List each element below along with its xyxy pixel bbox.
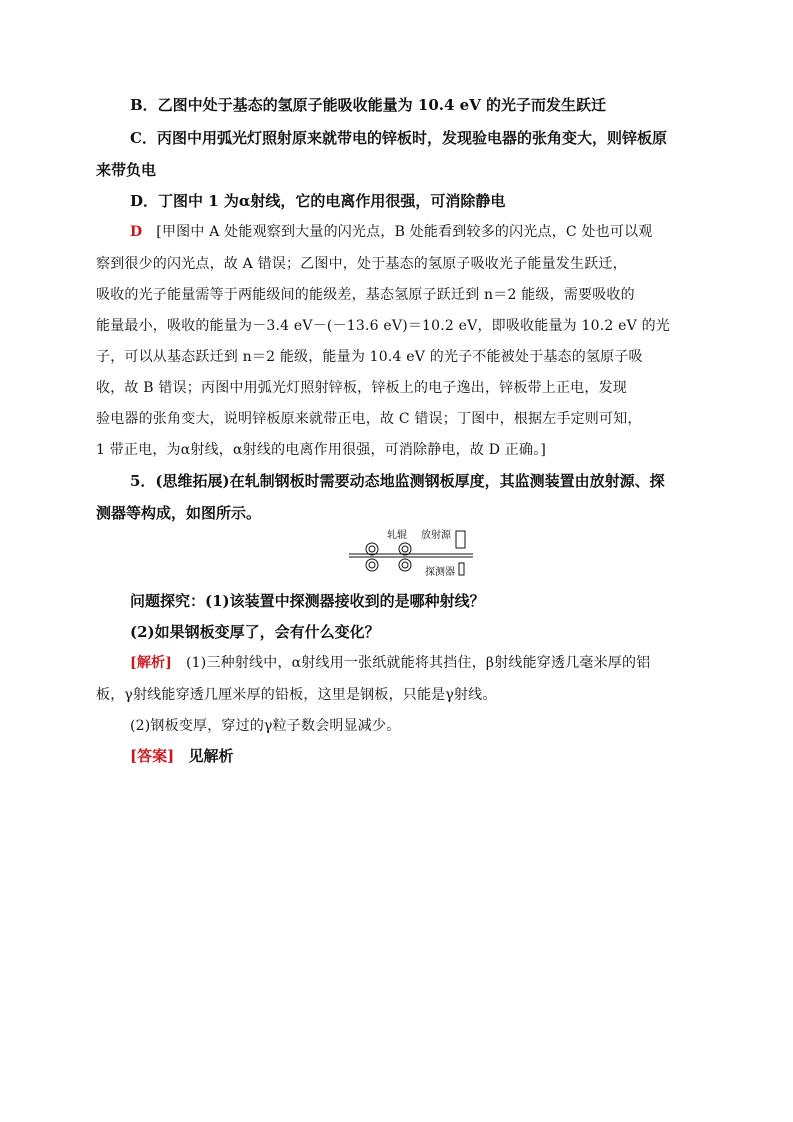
lower-roller-left (366, 559, 378, 571)
source-label: 放射源 (421, 530, 451, 541)
q5-analysis-line1 (130, 653, 650, 673)
q4-explanation-line6: 收，故 B 错误；丙图中用弧光灯照射锌板，锌板上的电子逸出，锌板带上正电，发现 (96, 380, 627, 396)
q4-explanation-line1 (130, 222, 652, 242)
rolling-mill-diagram (345, 524, 480, 579)
q5-analysis-part2: (2)钢板变厚，穿过的γ粒子数会明显减少。 (130, 718, 401, 734)
q4-explanation-line5: 子，可以从基态跃迁到 n＝2 能级，能量为 10.4 eV 的光子不能被处于基态的氢原子吸 (96, 349, 643, 365)
analysis-text-1: (1)三种射线中，α射线用一张纸就能将其挡住，β射线能穿透几毫米厚的铝 (186, 655, 651, 671)
q4-answer-key: D (130, 224, 143, 240)
q5-stem-line2: 测器等构成，如图所示。 (96, 504, 262, 522)
q5-inquiry-1: 问题探究：(1)该装置中探测器接收到的是哪种射线？ (130, 592, 485, 610)
q5-answer (130, 746, 234, 766)
rolling-mill-figure (345, 524, 480, 579)
lower-roller-right-hub (402, 562, 408, 568)
radiation-source-box (456, 531, 465, 548)
upper-roller-right-hub (402, 546, 408, 552)
q4-explanation-line8: 1 带正电，为α射线，α射线的电离作用很强，可消除静电，故 D 正确。] (96, 442, 547, 458)
upper-roller-left (366, 543, 378, 555)
upper-roller-left-hub (369, 546, 375, 552)
answer-text: 见解析 (188, 747, 234, 765)
roller-label: 轧辊 (387, 530, 407, 541)
q4-explanation-line2: 察到很少的闪光点，故 A 错误；乙图中，处于基态的氢原子吸收光子能量发生跃迁， (96, 256, 627, 272)
q4-explanation-text: [甲图中 A 处能观察到大量的闪光点，B 处能看到较多的闪光点，C 处也可以观 (156, 224, 653, 240)
q4-explanation-line3: 吸收的光子能量需等于两能级间的能级差，基态氢原子跃迁到 n＝2 能级，需要吸收的 (96, 287, 635, 303)
q5-analysis-line2: 板，γ射线能穿透几厘米厚的铅板，这里是钢板，只能是γ射线。 (96, 687, 497, 703)
answer-tag: [答案] (130, 747, 175, 765)
detector-label: 探测器 (425, 567, 455, 578)
q4-explanation-line7: 验电器的张角变大，说明锌板原来就带正电，故 C 错误；丁图中，根据左手定则可知， (96, 411, 642, 427)
lower-roller-left-hub (369, 562, 375, 568)
q4-explanation-line4: 能量最小，吸收的能量为－3.4 eV－(－13.6 eV)＝10.2 eV，即吸收能量为 10.2 eV 的光 (96, 318, 670, 334)
analysis-tag: [解析] (130, 655, 173, 671)
option-b: B．乙图中处于基态的氢原子能吸收能量为 10.4 eV 的光子而发生跃迁 (130, 96, 607, 114)
q5-inquiry-2: (2)如果钢板变厚了，会有什么变化？ (130, 623, 380, 641)
option-c-line2: 来带负电 (96, 161, 157, 179)
q5-stem-line1: 5．(思维拓展)在轧制钢板时需要动态地监测钢板厚度，其监测装置由放射源、探 (130, 472, 665, 490)
lower-roller-right (399, 559, 411, 571)
option-c-line1: C．丙图中用弧光灯照射原来就带电的锌板时，发现验电器的张角变大，则锌板原 (130, 129, 667, 147)
detector-box (459, 563, 464, 575)
option-d: D．丁图中 1 为α射线，它的电离作用很强，可消除静电 (130, 192, 506, 210)
upper-roller-right (399, 543, 411, 555)
